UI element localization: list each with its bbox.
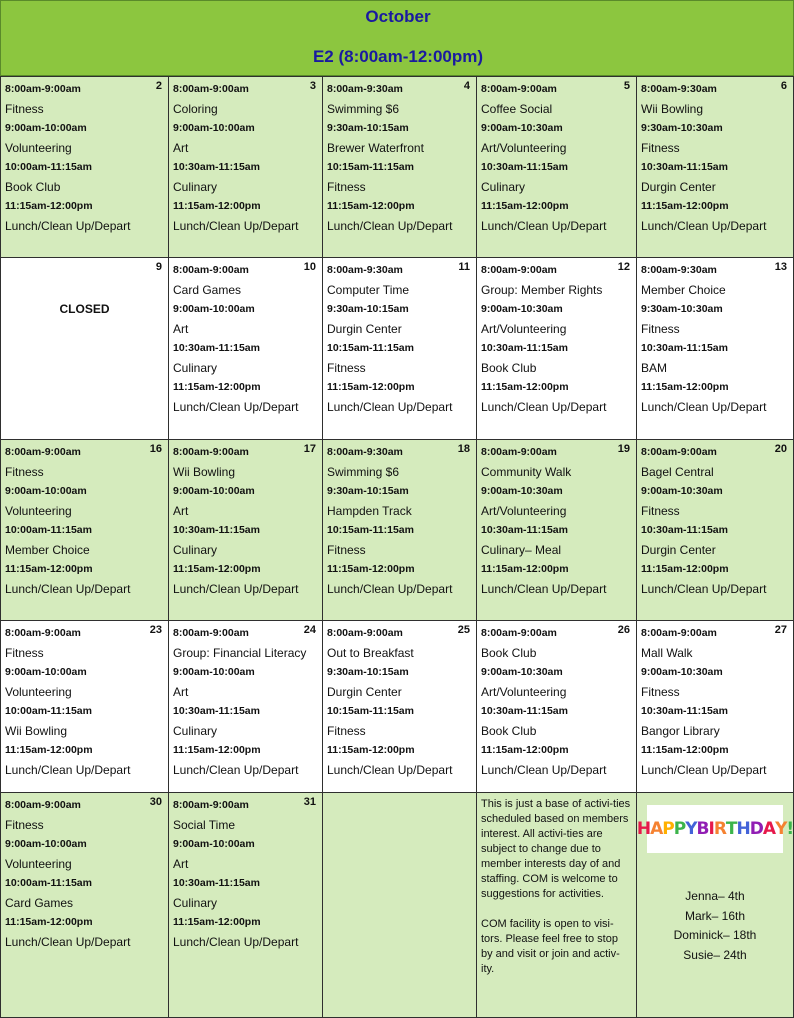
time-slot: 10:30am-11:15am: [481, 524, 568, 536]
day-number: 9: [155, 261, 162, 273]
day-cell: [0, 76, 169, 258]
time-slot: 10:30am-11:15am: [173, 877, 260, 889]
activity-name: Lunch/Clean Up/Depart: [327, 762, 453, 777]
day-cell: [0, 439, 169, 621]
activity-name: Lunch/Clean Up/Depart: [327, 581, 453, 596]
activity-name: Durgin Center: [327, 684, 402, 699]
activity-name: Durgin Center: [641, 179, 716, 194]
day-number: 20: [774, 443, 787, 455]
activity-name: Mall Walk: [641, 645, 693, 660]
schedule-list: [5, 624, 152, 780]
activity-name: Fitness: [5, 464, 44, 479]
activity-name: Art: [173, 503, 189, 518]
schedule-list: [5, 443, 152, 599]
day-cell: [636, 257, 794, 440]
schedule-note: [481, 797, 632, 992]
activity-name: Art/Volunteering: [481, 684, 567, 699]
activity-name: Group: Financial Literacy: [173, 645, 307, 660]
time-slot: 8:00am-9:00am: [481, 264, 557, 276]
day-number: 30: [149, 796, 162, 808]
day-cell: [168, 792, 323, 1018]
month-title: October: [365, 7, 431, 26]
day-number: 31: [303, 796, 316, 808]
activity-name: Lunch/Clean Up/Depart: [173, 762, 299, 777]
day-cell: [636, 620, 794, 793]
schedule-list: [173, 443, 306, 599]
time-slot: 8:00am-9:00am: [173, 799, 249, 811]
activity-name: Volunteering: [5, 503, 72, 518]
time-slot: 11:15am-12:00pm: [327, 381, 415, 393]
time-slot: 8:00am-9:00am: [481, 83, 557, 95]
time-slot: 8:00am-9:00am: [641, 446, 717, 458]
activity-name: Fitness: [5, 817, 44, 832]
activity-name: Swimming $6: [327, 464, 400, 479]
activity-name: Lunch/Clean Up/Depart: [5, 581, 131, 596]
activity-name: Fitness: [327, 360, 366, 375]
day-number: 19: [617, 443, 630, 455]
activity-name: Card Games: [5, 895, 74, 910]
day-cell: [322, 792, 477, 1018]
activity-name: Culinary: [173, 542, 218, 557]
activity-name: Swimming $6: [327, 101, 400, 116]
birthday-entry: Mark– 16th: [684, 908, 746, 923]
activity-name: Lunch/Clean Up/Depart: [5, 762, 131, 777]
time-slot: 8:00am-9:30am: [641, 264, 717, 276]
time-slot: 11:15am-12:00pm: [5, 744, 93, 756]
time-slot: 10:15am-11:15am: [327, 342, 414, 354]
activity-name: Volunteering: [5, 684, 72, 699]
day-cell: [636, 76, 794, 258]
time-slot: 11:15am-12:00pm: [327, 200, 415, 212]
activity-name: Lunch/Clean Up/Depart: [173, 934, 299, 949]
day-number: 18: [457, 443, 470, 455]
activity-name: Fitness: [327, 723, 366, 738]
day-number: 12: [617, 261, 630, 273]
activity-name: Culinary: [173, 360, 218, 375]
time-slot: 9:30am-10:15am: [327, 485, 409, 497]
time-slot: 11:15am-12:00pm: [641, 200, 729, 212]
activity-name: Book Club: [481, 645, 537, 660]
day-cell: [476, 76, 637, 258]
activity-name: Lunch/Clean Up/Depart: [173, 399, 299, 414]
time-slot: 9:00am-10:00am: [173, 303, 255, 315]
schedule-list: [173, 261, 306, 417]
time-slot: 9:00am-10:00am: [5, 122, 87, 134]
activity-name: Hampden Track: [327, 503, 412, 518]
time-slot: 10:15am-11:15am: [327, 161, 414, 173]
day-cell: [476, 792, 637, 1018]
schedule-list: [173, 80, 306, 236]
time-slot: 9:00am-10:00am: [173, 122, 255, 134]
day-number: 16: [149, 443, 162, 455]
time-slot: 11:15am-12:00pm: [173, 200, 261, 212]
time-slot: 11:15am-12:00pm: [481, 381, 569, 393]
schedule-list: [481, 80, 620, 236]
activity-name: Fitness: [641, 684, 680, 699]
note-paragraph: COM facility is open to visi-tors. Please feel free to stop by and visit or join and activ-ity.: [481, 918, 620, 975]
time-slot: 11:15am-12:00pm: [481, 563, 569, 575]
day-number: 27: [774, 624, 787, 636]
activity-name: Volunteering: [5, 140, 72, 155]
day-number: 10: [303, 261, 316, 273]
activity-name: Durgin Center: [641, 542, 716, 557]
day-cell: [322, 257, 477, 440]
day-cell: [322, 76, 477, 258]
day-cell: [636, 792, 794, 1018]
activity-name: Art/Volunteering: [481, 503, 567, 518]
time-slot: 8:00am-9:00am: [5, 799, 81, 811]
calendar-header: [0, 0, 794, 76]
schedule-list: [5, 796, 152, 952]
activity-name: Coffee Social: [481, 101, 553, 116]
time-slot: 9:30am-10:15am: [327, 666, 409, 678]
time-slot: 8:00am-9:00am: [173, 264, 249, 276]
program-title: E2 (8:00am-12:00pm): [312, 47, 484, 66]
note-paragraph: This is just a base of activi-ties scheduled based on members interest. All activi-ties are subject to change due to member interests day of and staffing. COM is welcome to suggestions for activities.: [481, 798, 631, 900]
activity-name: Art/Volunteering: [481, 321, 567, 336]
activity-name: Book Club: [5, 179, 61, 194]
time-slot: 10:30am-11:15am: [641, 524, 728, 536]
time-slot: 8:00am-9:00am: [481, 446, 557, 458]
day-cell: [0, 620, 169, 793]
day-cell: [168, 620, 323, 793]
time-slot: 10:00am-11:15am: [5, 705, 92, 717]
time-slot: 10:30am-11:15am: [173, 161, 260, 173]
activity-name: Lunch/Clean Up/Depart: [327, 399, 453, 414]
time-slot: 11:15am-12:00pm: [327, 563, 415, 575]
birthday-list: [637, 887, 793, 965]
schedule-list: [481, 624, 620, 780]
time-slot: 9:00am-10:00am: [173, 838, 255, 850]
day-number: 17: [303, 443, 316, 455]
day-cell: [168, 439, 323, 621]
day-number: 5: [623, 80, 630, 92]
activity-name: Art: [173, 856, 189, 871]
time-slot: 11:15am-12:00pm: [481, 200, 569, 212]
time-slot: 11:15am-12:00pm: [5, 563, 93, 575]
activity-name: Fitness: [327, 179, 366, 194]
time-slot: 8:00am-9:00am: [641, 627, 717, 639]
time-slot: 8:00am-9:00am: [327, 627, 403, 639]
activity-name: Bangor Library: [641, 723, 720, 738]
time-slot: 11:15am-12:00pm: [173, 916, 261, 928]
activity-name: Wii Bowling: [5, 723, 68, 738]
day-cell: [322, 620, 477, 793]
day-number: 23: [149, 624, 162, 636]
activity-name: Fitness: [641, 140, 680, 155]
time-slot: 9:00am-10:30am: [481, 122, 563, 134]
day-cell: [322, 439, 477, 621]
activity-name: Wii Bowling: [173, 464, 236, 479]
time-slot: 9:30am-10:30am: [641, 303, 723, 315]
time-slot: 10:15am-11:15am: [327, 705, 414, 717]
time-slot: 10:30am-11:15am: [641, 705, 728, 717]
day-cell: [0, 792, 169, 1018]
time-slot: 8:00am-9:00am: [481, 627, 557, 639]
schedule-list: [481, 443, 620, 599]
activity-name: Lunch/Clean Up/Depart: [481, 218, 607, 233]
time-slot: 11:15am-12:00pm: [173, 381, 261, 393]
day-number: 2: [155, 80, 162, 92]
activity-name: Book Club: [481, 360, 537, 375]
time-slot: 8:00am-9:00am: [5, 627, 81, 639]
time-slot: 11:15am-12:00pm: [641, 563, 729, 575]
schedule-list: [327, 80, 460, 236]
time-slot: 8:00am-9:30am: [327, 446, 403, 458]
time-slot: 10:30am-11:15am: [173, 342, 260, 354]
time-slot: 8:00am-9:00am: [173, 83, 249, 95]
time-slot: 10:00am-11:15am: [5, 161, 92, 173]
activity-name: Lunch/Clean Up/Depart: [173, 581, 299, 596]
activity-name: Art/Volunteering: [481, 140, 567, 155]
day-cell: [476, 620, 637, 793]
activity-name: Lunch/Clean Up/Depart: [641, 581, 767, 596]
time-slot: 10:30am-11:15am: [481, 161, 568, 173]
time-slot: 9:30am-10:30am: [641, 122, 723, 134]
activity-name: Culinary: [173, 179, 218, 194]
time-slot: 8:00am-9:30am: [641, 83, 717, 95]
activity-name: Lunch/Clean Up/Depart: [641, 762, 767, 777]
time-slot: 9:30am-10:15am: [327, 303, 409, 315]
activity-name: Social Time: [173, 817, 236, 832]
schedule-list: [327, 624, 460, 780]
activity-name: Lunch/Clean Up/Depart: [173, 218, 299, 233]
activity-name: Bagel Central: [641, 464, 714, 479]
activity-name: Lunch/Clean Up/Depart: [641, 399, 767, 414]
day-cell: [636, 439, 794, 621]
day-cell: [476, 439, 637, 621]
day-number: 25: [457, 624, 470, 636]
activity-name: Volunteering: [5, 856, 72, 871]
activity-name: Brewer Waterfront: [327, 140, 424, 155]
activity-name: Culinary– Meal: [481, 542, 562, 557]
time-slot: 9:00am-10:00am: [5, 838, 87, 850]
day-number: 11: [458, 261, 470, 273]
activity-name: Culinary: [173, 723, 218, 738]
time-slot: 11:15am-12:00pm: [5, 200, 93, 212]
time-slot: 11:15am-12:00pm: [327, 744, 415, 756]
birthday-entry: Dominick– 18th: [673, 928, 757, 942]
schedule-list: [327, 261, 460, 417]
activity-name: Coloring: [173, 101, 218, 116]
birthday-entry: Susie– 24th: [683, 947, 747, 962]
activity-name: Fitness: [5, 645, 44, 660]
schedule-list: [173, 624, 306, 780]
activity-name: Art: [173, 321, 189, 336]
activity-name: Lunch/Clean Up/Depart: [641, 218, 767, 233]
schedule-list: [641, 624, 777, 780]
time-slot: 9:00am-10:30am: [641, 666, 723, 678]
activity-name: Lunch/Clean Up/Depart: [5, 218, 131, 233]
activity-name: Community Walk: [481, 464, 572, 479]
activity-name: Wii Bowling: [641, 101, 704, 116]
day-number: 26: [617, 624, 630, 636]
activity-name: Book Club: [481, 723, 537, 738]
activity-name: Fitness: [327, 542, 366, 557]
activity-name: Art: [173, 684, 189, 699]
activity-name: Fitness: [641, 503, 680, 518]
schedule-list: [327, 443, 460, 599]
happy-birthday-logo: H A P P Y B I R T H D A Y !: [647, 805, 783, 853]
schedule-list: [173, 796, 306, 952]
activity-name: Culinary: [481, 179, 526, 194]
activity-name: Lunch/Clean Up/Depart: [327, 218, 453, 233]
time-slot: 11:15am-12:00pm: [481, 744, 569, 756]
activity-name: Member Choice: [5, 542, 90, 557]
day-number: 6: [780, 80, 787, 92]
activity-name: Durgin Center: [327, 321, 402, 336]
time-slot: 10:00am-11:15am: [5, 877, 92, 889]
time-slot: 11:15am-12:00pm: [641, 381, 729, 393]
schedule-list: [641, 443, 777, 599]
birthday-entry: Jenna– 4th: [685, 889, 745, 903]
time-slot: 9:00am-10:30am: [641, 485, 723, 497]
time-slot: 8:00am-9:00am: [173, 627, 249, 639]
time-slot: 9:00am-10:30am: [481, 303, 563, 315]
closed-label: CLOSED: [59, 302, 110, 316]
time-slot: 11:15am-12:00pm: [173, 563, 261, 575]
day-cell: [168, 76, 323, 258]
activity-name: Group: Member Rights: [481, 282, 603, 297]
time-slot: 9:00am-10:30am: [481, 485, 563, 497]
time-slot: 10:30am-11:15am: [173, 705, 260, 717]
activity-name: Member Choice: [641, 282, 726, 297]
schedule-list: [641, 80, 777, 236]
time-slot: 8:00am-9:30am: [327, 264, 403, 276]
time-slot: 9:00am-10:00am: [173, 666, 255, 678]
activity-name: Lunch/Clean Up/Depart: [481, 399, 607, 414]
time-slot: 10:30am-11:15am: [641, 161, 728, 173]
activity-name: Fitness: [5, 101, 44, 116]
time-slot: 10:30am-11:15am: [173, 524, 260, 536]
activity-name: Card Games: [173, 282, 242, 297]
day-cell: [0, 257, 169, 440]
time-slot: 11:15am-12:00pm: [5, 916, 93, 928]
day-cell: [168, 257, 323, 440]
activity-name: Out to Breakfast: [327, 645, 414, 660]
day-number: 13: [774, 261, 787, 273]
schedule-list: [481, 261, 620, 417]
time-slot: 10:30am-11:15am: [481, 705, 568, 717]
time-slot: 8:00am-9:30am: [327, 83, 403, 95]
time-slot: 9:00am-10:00am: [173, 485, 255, 497]
time-slot: 9:00am-10:00am: [5, 485, 87, 497]
time-slot: 10:30am-11:15am: [481, 342, 568, 354]
activity-name: Lunch/Clean Up/Depart: [5, 934, 131, 949]
time-slot: 11:15am-12:00pm: [173, 744, 261, 756]
day-cell: [476, 257, 637, 440]
activity-name: Art: [173, 140, 189, 155]
time-slot: 9:00am-10:30am: [481, 666, 563, 678]
time-slot: 10:00am-11:15am: [5, 524, 92, 536]
activity-name: BAM: [641, 360, 668, 375]
time-slot: 11:15am-12:00pm: [641, 744, 729, 756]
time-slot: 10:15am-11:15am: [327, 524, 414, 536]
day-number: 3: [309, 80, 316, 92]
time-slot: 8:00am-9:00am: [5, 83, 81, 95]
activity-name: Computer Time: [327, 282, 410, 297]
time-slot: 8:00am-9:00am: [173, 446, 249, 458]
time-slot: 10:30am-11:15am: [641, 342, 728, 354]
activity-name: Fitness: [641, 321, 680, 336]
activity-name: Culinary: [173, 895, 218, 910]
activity-name: Lunch/Clean Up/Depart: [481, 581, 607, 596]
time-slot: 9:30am-10:15am: [327, 122, 409, 134]
day-number: 24: [303, 624, 316, 636]
activity-name: Lunch/Clean Up/Depart: [481, 762, 607, 777]
schedule-list: [5, 80, 152, 236]
schedule-list: [641, 261, 777, 417]
time-slot: 8:00am-9:00am: [5, 446, 81, 458]
day-number: 4: [463, 80, 470, 92]
time-slot: 9:00am-10:00am: [5, 666, 87, 678]
